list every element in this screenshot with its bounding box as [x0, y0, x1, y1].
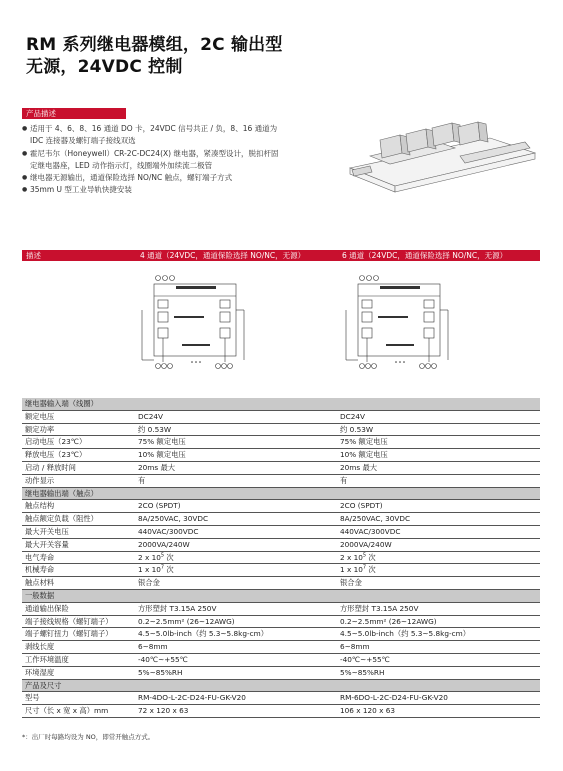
cell-text: 10% 额定电压: [340, 450, 388, 460]
cell-text: 2000VA/240W: [340, 539, 392, 549]
table-cell: [25, 513, 98, 525]
wiring-diagram-4ch: [132, 270, 252, 380]
table-row: [22, 436, 540, 449]
table-cell: [25, 552, 54, 564]
page-title: [26, 34, 283, 78]
table-row: [22, 424, 540, 437]
cell-text: 触点材料: [25, 578, 55, 588]
cell-exponent: 7: [362, 564, 367, 571]
table-row: [22, 539, 540, 552]
cell-text: 通道输出保险: [25, 603, 69, 613]
cell-text: 1 x 10: [340, 565, 363, 575]
cell-text: 75% 额定电压: [138, 437, 186, 447]
table-cell: [25, 462, 76, 474]
table-cell: [25, 526, 69, 538]
cell-text: 有: [138, 475, 146, 485]
header-4ch: 4 通道（24VDC，通道保险选择 NO/NC，无源）: [140, 251, 306, 260]
table-row: [22, 616, 540, 629]
cell-exponent: 7: [160, 564, 165, 571]
table-cell: [138, 654, 188, 666]
table-cell: [138, 667, 182, 679]
cell-text: 2 x 10: [340, 552, 363, 562]
table-cell: [138, 424, 171, 436]
table-row: [22, 705, 540, 718]
table-cell: [25, 564, 54, 576]
cell-text: -40℃~+55℃: [138, 654, 188, 664]
cell-text: 1 x 10: [138, 565, 161, 575]
cell-text: 6~8mm: [340, 642, 370, 652]
table-cell: [340, 462, 377, 474]
cell-text: 2CO (SPDT): [138, 501, 181, 511]
cell-text: 2CO (SPDT): [340, 501, 383, 511]
table-cell: [138, 500, 181, 512]
cell-text: 端子接线规格（螺钉端子）: [25, 616, 113, 626]
header-description: 描述: [26, 251, 41, 260]
table-header: [22, 250, 540, 261]
table-cell: [340, 449, 388, 461]
table-cell: [340, 692, 448, 704]
bullet-item: ● 35mm U 型工业导轨快捷安装: [22, 184, 284, 196]
table-cell: [138, 436, 186, 448]
table-cell: [138, 628, 268, 640]
footnote: *：出厂时每路均设为 NO，即常开触点方式。: [22, 733, 155, 741]
header-6ch: 6 通道（24VDC，通道保险选择 NO/NC，无源）: [342, 251, 508, 260]
table-cell: [25, 628, 113, 640]
table-section-row: [22, 680, 540, 693]
description-list: [22, 123, 284, 197]
table-cell: [25, 424, 54, 436]
table-row: [22, 411, 540, 424]
table-row: [22, 603, 540, 616]
table-cell: [138, 475, 145, 487]
cell-text: 额定电压: [25, 411, 55, 421]
cell-text: 5%~85%RH: [340, 667, 385, 677]
table-cell: [138, 539, 190, 551]
table-cell: [138, 526, 199, 538]
cell-text: 启动电压（23℃）: [25, 437, 87, 447]
table-cell: [138, 641, 168, 653]
table-cell: [138, 462, 175, 474]
cell-text: 20ms 最大: [138, 462, 176, 472]
table-cell: [138, 705, 188, 717]
table-cell: [25, 590, 54, 602]
cell-text: 约 0.53W: [340, 424, 374, 434]
cell-text: 2000VA/240W: [138, 539, 190, 549]
cell-text: DC24V: [138, 411, 163, 421]
cell-text: 方形塑封 T3.15A 250V: [138, 603, 217, 613]
table-cell: [25, 449, 86, 461]
cell-text: 触点额定负载（阻性）: [25, 514, 98, 524]
table-cell: [340, 654, 390, 666]
table-row: [22, 475, 540, 488]
table-row: [22, 449, 540, 462]
table-cell: [138, 692, 246, 704]
table-cell: [138, 449, 186, 461]
table-cell: [25, 577, 54, 589]
table-cell: [340, 526, 401, 538]
table-row: [22, 513, 540, 526]
table-cell: [25, 680, 61, 692]
table-cell: [138, 411, 163, 423]
cell-text: 4.5~5.0lb-inch（约 5.3~5.8kg-cm）: [340, 629, 471, 639]
table-cell: [25, 641, 54, 653]
table-cell: [138, 564, 174, 576]
table-cell: [340, 539, 392, 551]
table-cell: [340, 705, 395, 717]
cell-text: -40℃~+55℃: [340, 654, 390, 664]
cell-text: DC24V: [340, 411, 365, 421]
table-cell: [340, 577, 362, 589]
cell-text: 8A/250VAC, 30VDC: [138, 514, 209, 524]
title-line-2: 无源，24VDC 控制: [26, 57, 183, 77]
table-cell: [340, 424, 373, 436]
table-row: [22, 628, 540, 641]
title-line-1: RM 系列继电器模组，2C 输出型: [26, 35, 283, 55]
cell-exponent: 5: [362, 552, 367, 559]
table-cell: [138, 513, 208, 525]
table-row: [22, 641, 540, 654]
table-row: [22, 654, 540, 667]
cell-text: 端子螺钉扭力（螺钉端子）: [25, 629, 113, 639]
table-row: [22, 552, 540, 565]
cell-text: 工作环境温度: [25, 654, 69, 664]
table-cell: [340, 475, 347, 487]
cell-text: 8A/250VAC, 30VDC: [340, 514, 411, 524]
cell-text: 最大开关电压: [25, 526, 69, 536]
table-cell: [25, 500, 54, 512]
cell-text: 继电器输出端（触点）: [25, 488, 98, 498]
table-cell: [340, 628, 470, 640]
cell-text: 产品及尺寸: [25, 680, 62, 690]
table-cell: [340, 500, 383, 512]
cell-text: 释放电压（23℃）: [25, 450, 87, 460]
table-cell: [25, 475, 54, 487]
cell-text: 20ms 最大: [340, 462, 378, 472]
cell-unit: 次: [366, 565, 376, 575]
table-cell: [340, 616, 437, 628]
table-cell: [340, 513, 410, 525]
cell-text: 0.2~2.5mm² (26~12AWG): [138, 616, 235, 626]
cell-text: 2 x 10: [138, 552, 161, 562]
table-cell: [25, 436, 86, 448]
cell-text: 银合金: [138, 578, 160, 588]
cell-text: 约 0.53W: [138, 424, 172, 434]
table-section-row: [22, 488, 540, 501]
table-row: [22, 500, 540, 513]
table-cell: [138, 552, 174, 564]
cell-text: 型号: [25, 693, 40, 703]
table-cell: [25, 705, 108, 717]
cell-text: 一般数据: [25, 590, 55, 600]
description-header: 产品描述: [22, 108, 126, 119]
cell-text: 0.2~2.5mm² (26~12AWG): [340, 616, 437, 626]
cell-text: 触点结构: [25, 501, 55, 511]
cell-text: 机械寿命: [25, 565, 55, 575]
table-section-row: [22, 590, 540, 603]
cell-text: 有: [340, 475, 348, 485]
cell-text: RM-6DO-L-2C-D24-FU-GK-V20: [340, 693, 448, 703]
cell-text: 环境湿度: [25, 667, 55, 677]
table-row: [22, 667, 540, 680]
table-cell: [25, 667, 54, 679]
cell-text: RM-4DO-L-2C-D24-FU-GK-V20: [138, 693, 246, 703]
cell-text: 银合金: [340, 578, 362, 588]
bullet-item: ● 适用于 4、6、8、16 通道 DO 卡，24VDC 信号共正 / 负，8、16 通道为 IDC 连接器及螺钉端子接线双选: [22, 123, 284, 148]
cell-text: 启动 / 释放时间: [25, 462, 76, 472]
table-cell: [340, 603, 418, 615]
cell-text: 方形塑封 T3.15A 250V: [340, 603, 419, 613]
table-row: [22, 462, 540, 475]
table-cell: [138, 577, 160, 589]
cell-text: 剥线长度: [25, 642, 55, 652]
table-cell: [25, 654, 69, 666]
cell-text: 最大开关容量: [25, 539, 69, 549]
table-row: [22, 577, 540, 590]
bullet-item: ● 霍尼韦尔（Honeywell）CR-2C-DC24(X) 继电器，紧凑型设计，脱扣杆固定继电器座，LED 动作指示灯，线圈端外加续流二极管: [22, 148, 284, 173]
table-cell: [25, 692, 40, 704]
cell-text: 额定功率: [25, 424, 55, 434]
wiring-diagram-6ch: [336, 270, 456, 380]
table-row: [22, 692, 540, 705]
cell-text: 6~8mm: [138, 642, 168, 652]
table-cell: [25, 603, 69, 615]
table-cell: [340, 411, 365, 423]
cell-text: 72 x 120 x 63: [138, 706, 189, 716]
table-cell: [340, 436, 388, 448]
table-cell: [25, 411, 54, 423]
table-cell: [340, 667, 384, 679]
cell-text: 电气寿命: [25, 552, 55, 562]
cell-text: 5%~85%RH: [138, 667, 183, 677]
bullet-item: ● 继电器无源输出，通道保险选择 NO/NC 触点，螺钉端子方式: [22, 172, 284, 184]
cell-unit: 次: [164, 565, 174, 575]
cell-text: 106 x 120 x 63: [340, 706, 396, 716]
relay-module-image: [340, 108, 540, 200]
cell-unit: 次: [366, 552, 376, 562]
cell-text: 4.5~5.0lb-inch（约 5.3~5.8kg-cm）: [138, 629, 269, 639]
cell-text: 440VAC/300VDC: [340, 526, 401, 536]
table-cell: [25, 398, 98, 410]
table-section-row: [22, 398, 540, 411]
cell-text: 尺寸（长 x 宽 x 高）mm: [25, 706, 109, 716]
table-cell: [340, 564, 376, 576]
table-cell: [25, 616, 113, 628]
cell-exponent: 5: [160, 552, 165, 559]
table-row: [22, 526, 540, 539]
cell-text: 75% 额定电压: [340, 437, 388, 447]
table-cell: [138, 603, 216, 615]
table-cell: [138, 616, 235, 628]
spec-table: [22, 398, 540, 718]
table-cell: [25, 539, 69, 551]
cell-text: 动作显示: [25, 475, 55, 485]
table-cell: [340, 552, 376, 564]
cell-text: 继电器输入端（线圈）: [25, 399, 98, 408]
cell-unit: 次: [164, 552, 174, 562]
cell-text: 440VAC/300VDC: [138, 526, 199, 536]
cell-text: 10% 额定电压: [138, 450, 186, 460]
table-cell: [25, 488, 98, 500]
table-row: [22, 564, 540, 577]
table-cell: [340, 641, 370, 653]
